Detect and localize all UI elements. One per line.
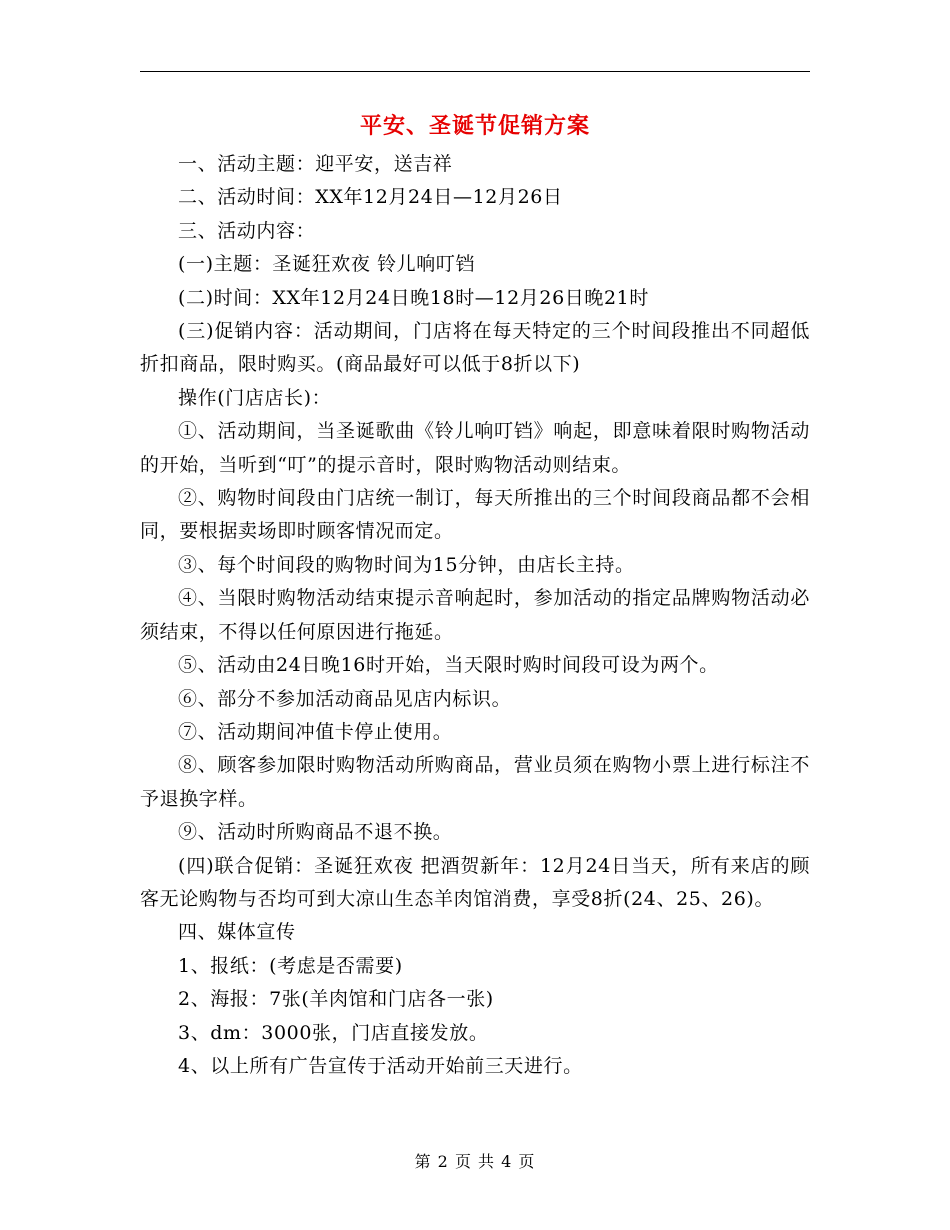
operation-item-8: ⑧、顾客参加限时购物活动所购商品，营业员须在购物小票上进行标注不予退换字样。	[140, 754, 810, 810]
operation-item-9: ⑨、活动时所购商品不退不换。	[178, 821, 453, 844]
operation-heading: 操作(门店店长)：	[178, 386, 332, 409]
operation-item-3: ③、每个时间段的购物时间为15分钟，由店长主持。	[178, 553, 635, 576]
section-theme: 一、活动主题：迎平安，送吉祥	[178, 153, 453, 175]
media-item-4: 4、以上所有广告宣传于活动开始前三天进行。	[178, 1054, 583, 1077]
subsection-theme: (一)主题：圣诞狂欢夜 铃儿响叮铛	[178, 253, 476, 276]
media-item-1: 1、报纸：(考虑是否需要)	[178, 954, 403, 977]
subsection-joint-promotion: (四)联合促销：圣诞狂欢夜 把酒贺新年：12月24日当天，所有来店的顾客无论购物与否均可到大凉山生态羊肉馆消费，享受8折(24、25、26)。	[140, 854, 810, 910]
section-media: 四、媒体宣传	[178, 921, 296, 944]
page-footer	[140, 1150, 810, 1174]
page-number-label: 第 2 页 共 4 页	[414, 1152, 536, 1171]
section-time: 二、活动时间：XX年12月24日—12月26日	[178, 186, 563, 209]
section-content-heading: 三、活动内容：	[178, 219, 316, 242]
header-rule	[140, 71, 810, 72]
operation-item-2: ②、购物时间段由门店统一制订，每天所推出的三个时间段商品都不会相同，要根据卖场即时顾客情况而定。	[140, 487, 810, 543]
operation-item-5: ⑤、活动由24日晚16时开始，当天限时购时间段可设为两个。	[178, 654, 719, 677]
document-body	[140, 148, 810, 1083]
operation-item-1: ①、活动期间，当圣诞歌曲《铃儿响叮铛》响起，即意味着限时购物活动的开始，当听到“叮”的提示音时，限时购物活动则结束。	[140, 420, 810, 476]
document-title: 平安、圣诞节促销方案	[359, 113, 590, 139]
media-item-3: 3、dm：3000张，门店直接发放。	[178, 1021, 489, 1044]
operation-item-6: ⑥、部分不参加活动商品见店内标识。	[178, 687, 512, 710]
subsection-promotion: (三)促销内容：活动期间，门店将在每天特定的三个时间段推出不同超低折扣商品，限时购买。(商品最好可以低于8折以下)	[140, 320, 810, 376]
media-item-2: 2、海报：7张(羊肉馆和门店各一张)	[178, 988, 494, 1011]
operation-item-4: ④、当限时购物活动结束提示音响起时，参加活动的指定品牌购物活动必须结束，不得以任何原因进行拖延。	[140, 587, 810, 643]
operation-item-7: ⑦、活动期间冲值卡停止使用。	[178, 720, 453, 743]
subsection-time: (二)时间：XX年12月24日晚18时—12月26日晚21时	[178, 286, 649, 309]
